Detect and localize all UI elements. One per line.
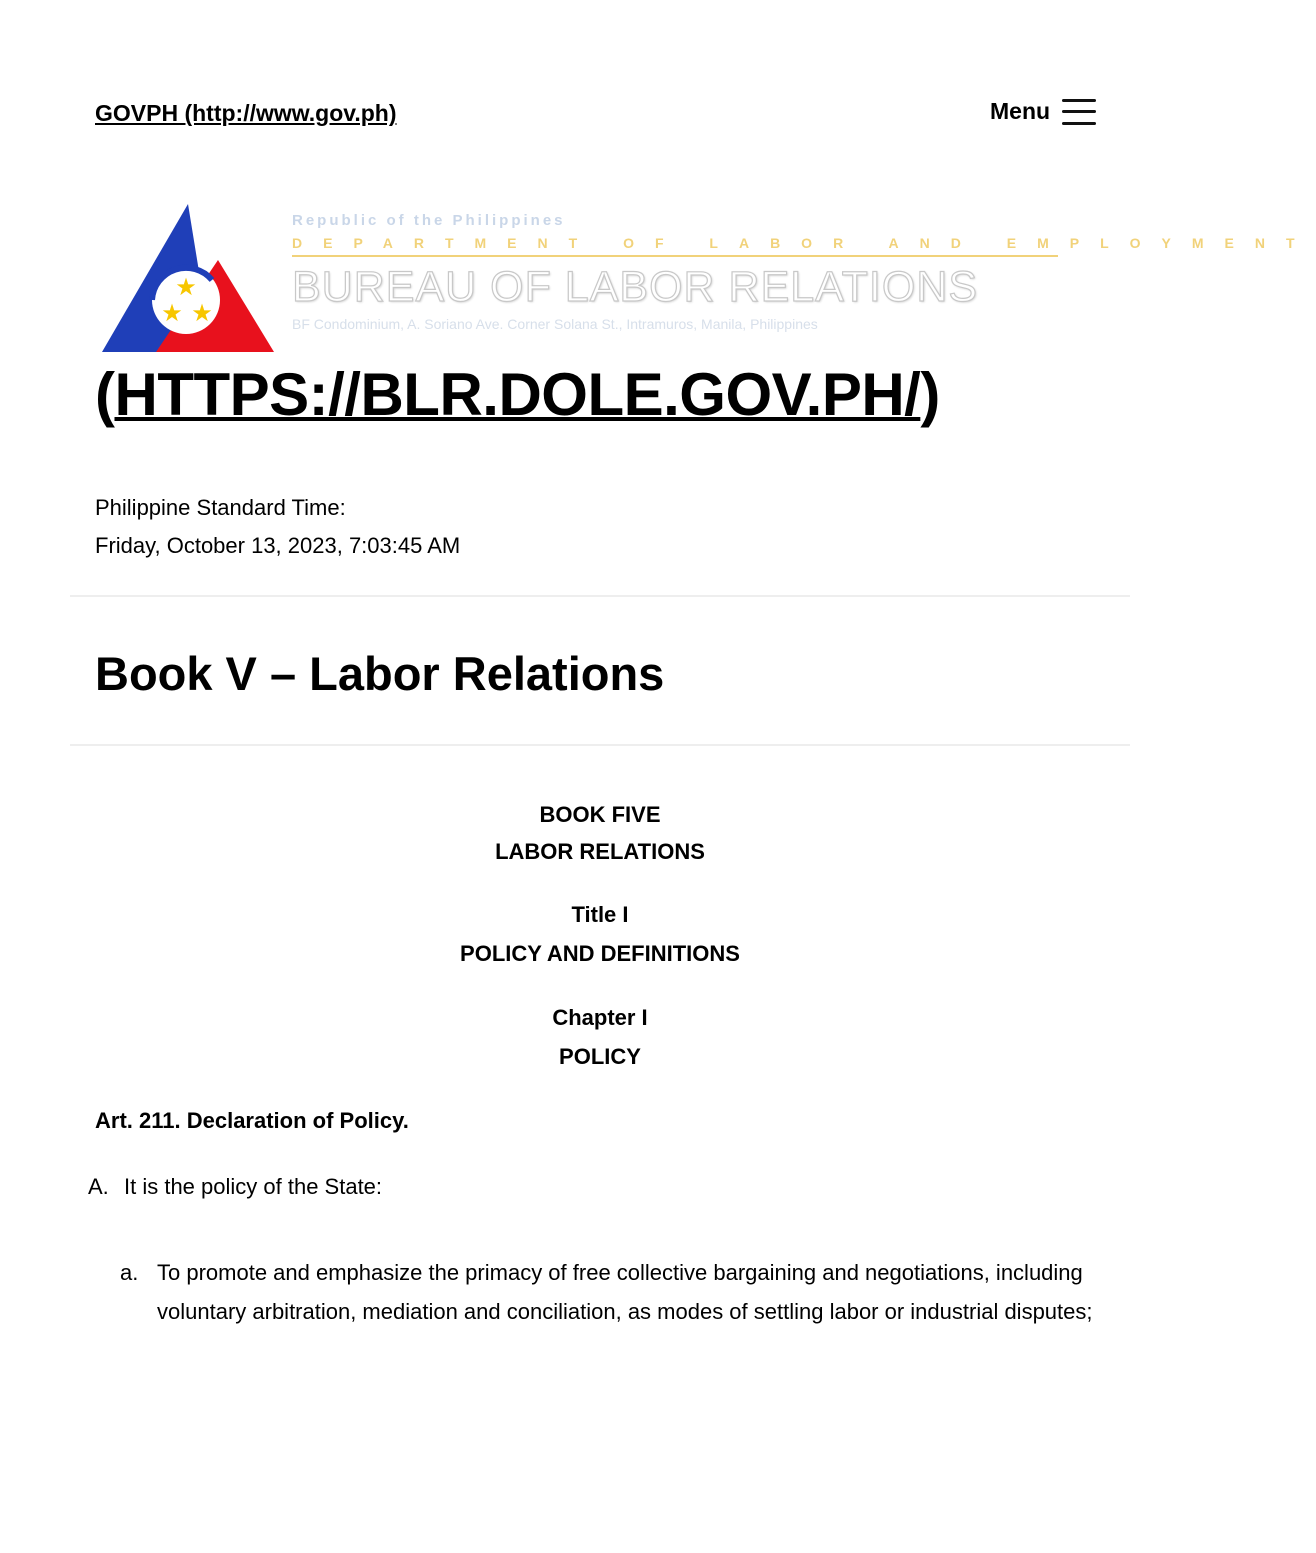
book-number: BOOK FIVE [539, 802, 661, 827]
banner-department: DEPARTMENT OF LABOR AND EMPLOYMENT [292, 235, 1316, 251]
list-item [120, 1253, 1110, 1331]
menu-button[interactable] [990, 98, 1096, 125]
title-name: POLICY AND DEFINITIONS [460, 941, 740, 966]
list-item-text: To promote and emphasize the primacy of free collective bargaining and negotiations, including voluntary arbitration, mediation and conciliation, as modes of settling labor or industrial disputes; [157, 1260, 1093, 1324]
list-marker: a. [120, 1260, 139, 1285]
article-heading: Art. 211. Declaration of Policy. [95, 1108, 409, 1133]
site-home-url[interactable]: HTTPS://BLR.DOLE.GOV.PH/ [114, 361, 921, 428]
banner-address: BF Condominium, A. Soriano Ave. Corner Solana St., Intramuros, Manila, Philippines [292, 316, 818, 332]
logo-star-icon: ★ [161, 300, 183, 327]
menu-label: Menu [990, 98, 1051, 124]
title-number: Title I [571, 902, 629, 927]
divider [70, 744, 1130, 746]
govph-link[interactable]: GOVPH (http://www.gov.ph) [95, 100, 397, 126]
logo-star-icon: ★ [175, 274, 197, 301]
divider [70, 595, 1130, 597]
pst-value: Friday, October 13, 2023, 7:03:45 AM [95, 533, 461, 558]
site-home-link[interactable]: (HTTPS://BLR.DOLE.GOV.PH/) [95, 361, 940, 428]
logo-star-icon: ★ [191, 300, 213, 327]
banner-rule [292, 255, 1058, 257]
list-item-text: It is the policy of the State: [124, 1174, 383, 1199]
chapter-name: POLICY [559, 1044, 641, 1069]
banner-republic: Republic of the Philippines [292, 212, 566, 229]
list-marker: A. [88, 1174, 109, 1199]
banner-bureau: BUREAU OF LABOR RELATIONS [292, 263, 979, 311]
page-title: Book V – Labor Relations [95, 647, 665, 700]
book-name: LABOR RELATIONS [495, 839, 705, 864]
list-item [88, 1174, 382, 1200]
banner[interactable] [292, 212, 1316, 332]
dole-logo[interactable] [100, 200, 276, 356]
chapter-number: Chapter I [552, 1005, 648, 1030]
hamburger-icon [1062, 99, 1096, 125]
pst-label: Philippine Standard Time: [95, 495, 346, 520]
